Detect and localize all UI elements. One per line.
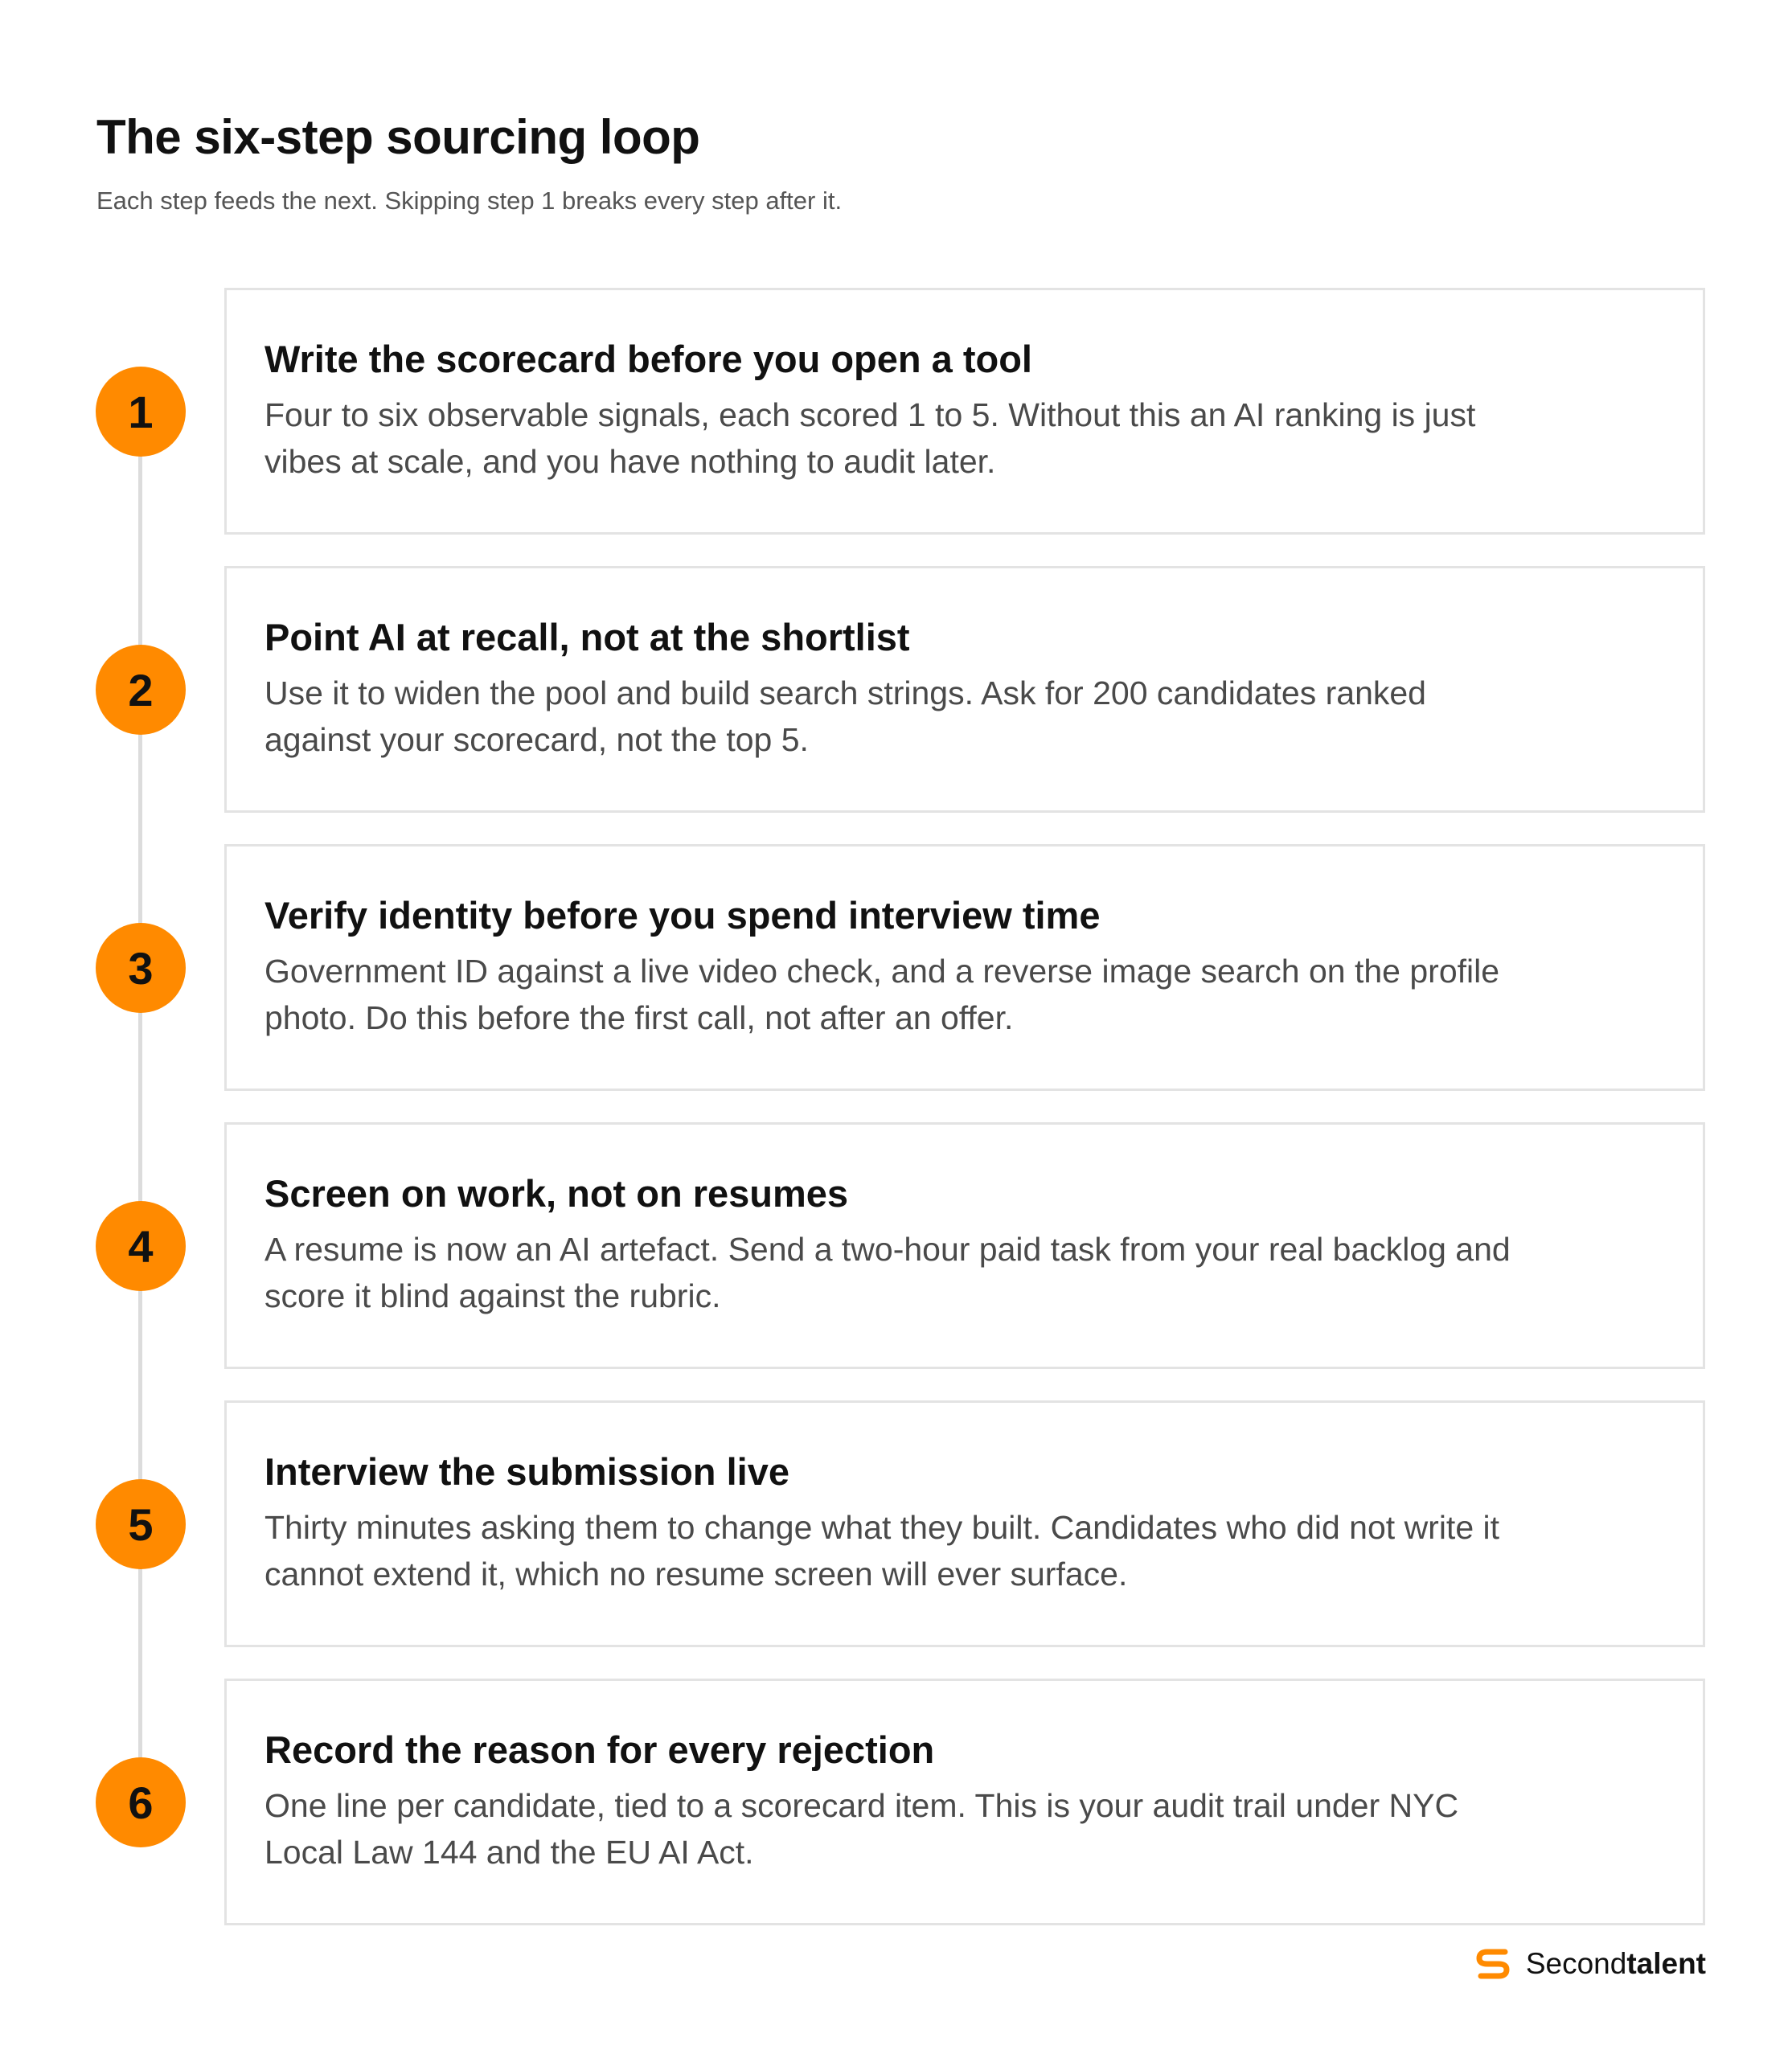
step-description: One line per candidate, tied to a scorecard item. This is your audit trail under NYC Local Law 144 and the EU AI Act. bbox=[264, 1787, 1459, 1871]
step-number-badge: 4 bbox=[96, 1201, 186, 1291]
brand-suffix: talent bbox=[1626, 1947, 1706, 1980]
step-card bbox=[224, 844, 1705, 1091]
step-title: Write the scorecard before you open a tool bbox=[264, 338, 1032, 380]
step-description: Four to six observable signals, each scored 1 to 5. Without this an AI ranking is just vibes at scale, and you have nothing to audit later. bbox=[264, 396, 1476, 480]
step-description: A resume is now an AI artefact. Send a two-hour paid task from your real backlog and score it blind against the rubric. bbox=[264, 1231, 1511, 1314]
step-number-badge: 1 bbox=[96, 367, 186, 457]
step-card bbox=[224, 288, 1705, 535]
secondtalent-logo-icon bbox=[1473, 1944, 1513, 1984]
step-title: Interview the submission live bbox=[264, 1450, 789, 1493]
step-card bbox=[224, 566, 1705, 813]
step-number-badge: 2 bbox=[96, 645, 186, 735]
page-subtitle: Each step feeds the next. Skipping step 1 breaks every step after it. bbox=[96, 187, 843, 215]
step-title: Screen on work, not on resumes bbox=[264, 1172, 849, 1215]
step-description: Thirty minutes asking them to change what they built. Candidates who did not write it cannot extend it, which no resume screen will ever surface. bbox=[264, 1509, 1500, 1593]
step-title: Record the reason for every rejection bbox=[264, 1728, 935, 1771]
step-description: Use it to widen the pool and build search strings. Ask for 200 candidates ranked against your scorecard, not the top 5. bbox=[264, 674, 1426, 758]
step-number-badge: 5 bbox=[96, 1479, 186, 1569]
step-number-badge: 3 bbox=[96, 923, 186, 1013]
brand-prefix: Second bbox=[1525, 1947, 1627, 1980]
step-description: Government ID against a live video check, and a reverse image search on the profile photo. Do this before the first call, not after an offer. bbox=[264, 953, 1500, 1036]
step-card bbox=[224, 1400, 1705, 1647]
brand-name bbox=[1526, 1947, 1706, 1981]
step-title: Point AI at recall, not at the shortlist bbox=[264, 616, 910, 658]
page-title: The six-step sourcing loop bbox=[96, 110, 700, 164]
step-number-badge: 6 bbox=[96, 1757, 186, 1847]
step-title: Verify identity before you spend interview time bbox=[264, 894, 1101, 937]
step-card bbox=[224, 1679, 1705, 1925]
timeline-line bbox=[138, 415, 142, 1814]
brand-logo bbox=[1473, 1944, 1706, 1984]
step-card bbox=[224, 1122, 1705, 1369]
